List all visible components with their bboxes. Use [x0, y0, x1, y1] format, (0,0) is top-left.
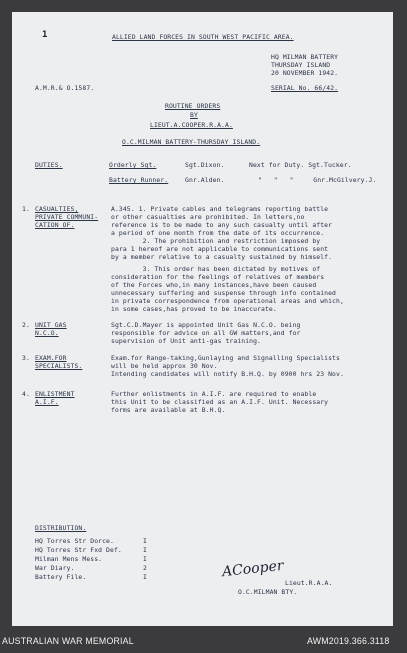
section-text-3-line: will be held approx 30 Nov. — [111, 362, 218, 370]
duty-role-1: Orderly Sgt. — [109, 161, 157, 169]
duty-person-2: Gnr.Alden. — [185, 176, 225, 184]
serial-number: SERIAL No. 66/42. — [271, 84, 339, 92]
unit-line-1: HQ MILMAN BATTERY — [271, 53, 339, 61]
duty-next-2: " " " Gnr.McGilvery.J. — [258, 176, 377, 184]
orders-title: ROUTINE ORDERS — [165, 102, 221, 110]
section-heading-1c: CATION OF. — [35, 221, 75, 229]
section-heading-4b: A.I.F. — [35, 398, 59, 406]
distribution-row: Battery File. — [35, 573, 87, 581]
section-text-1-line: 2. The prohibition and restriction imposed by — [111, 237, 321, 245]
section-heading-3a: EXAM.FOR — [35, 354, 67, 362]
section-text-1-line: reference is to be made to any such casualty until after — [111, 221, 333, 229]
document-heading: ALLIED LAND FORCES IN SOUTH WEST PACIFIC AREA. — [112, 33, 294, 41]
reference-number: A.M.R.& O.1587. — [35, 84, 95, 92]
section-number-2: 2. — [22, 321, 30, 329]
section-heading-1a: CASUALTIES, — [35, 205, 79, 213]
footer-institution: AUSTRALIAN WAR MEMORIAL — [2, 636, 134, 646]
section-text-1-line: A.345. 1. Private cables and telegrams reporting battle — [111, 205, 329, 213]
section-text-2-line: supervision of Unit anti-gas training. — [111, 337, 262, 345]
section-heading-1b: PRIVATE COMMUNI- — [35, 213, 99, 221]
footer-accession-number: AWM2019.366.3118 — [307, 636, 390, 646]
handwritten-mark: 1 — [42, 30, 48, 40]
section-heading-4a: ENLISTMENT — [35, 390, 75, 398]
commander-name: LIEUT.A.COOPER.R.A.A. — [150, 121, 233, 129]
distribution-row: HQ Torres Str Fxd Def. — [35, 546, 122, 554]
distribution-row: Milman Mens Mess. — [35, 555, 103, 563]
section-text-1-line: or other casualties are prohibited. In letters,no — [111, 213, 305, 221]
section-text-1-line: of the Forces who,in many instances,have been caused — [111, 281, 317, 289]
section-text-1-line: consideration for the feelings of relatives of members — [111, 273, 325, 281]
duty-person-1: Sgt.Dixon. — [185, 161, 225, 169]
section-text-1-line: 3. This order has been dictated by motives of — [111, 265, 321, 273]
section-number-1: 1. — [22, 205, 30, 213]
section-text-1-line: para 1 hereof are not applicable to communications sent — [111, 245, 329, 253]
distribution-label: DISTRIBUTION. — [35, 524, 87, 532]
section-text-3-line: Exam.for Range-taking,Gunlaying and Signalling Specialists — [111, 354, 340, 362]
section-text-1-line: in some cases,has proved to be inaccurate. — [111, 305, 277, 313]
section-text-2-line: responsible for advice on all GW matters,and for — [111, 329, 301, 337]
section-text-4-line: forms are available at B.H.Q. — [111, 406, 226, 414]
signatory-title: O.C.MILMAN BTY. — [238, 588, 298, 596]
unit-line-2: THURSDAY ISLAND — [271, 61, 331, 69]
section-heading-2a: UNIT GAS — [35, 321, 67, 329]
section-text-2-line: Sgt.C.D.Mayer is appointed Unit Gas N.C.O. being — [111, 321, 301, 329]
section-text-4-line: Further enlistments in A.I.F. are required to enable — [111, 390, 317, 398]
section-text-1-line: by a member relative to a casualty sustained by himself. — [111, 253, 333, 261]
section-text-3-line: Intending candidates will notify B.H.Q. by 0900 hrs 23 Nov. — [111, 370, 344, 378]
orders-by: BY — [190, 111, 198, 119]
section-text-4-line: this Unit to be classified as an A.I.F. Unit. Necessary — [111, 398, 329, 406]
distribution-count: I — [143, 537, 147, 545]
section-text-1-line: a period of one month from the date of its occurrence. — [111, 229, 325, 237]
commander-title: O.C.MILMAN BATTERY-THURSDAY ISLAND. — [122, 138, 261, 146]
section-number-4: 4. — [22, 390, 30, 398]
distribution-row: War Diary. — [35, 564, 75, 572]
signatory-rank: Lieut.R.A.A. — [285, 579, 333, 587]
distribution-count: 2 — [143, 564, 147, 572]
distribution-count: I — [143, 546, 147, 554]
date-line: 20 NOVEMBER 1942. — [271, 69, 339, 77]
duty-role-2: Battery Runner. — [109, 176, 169, 184]
section-text-1-line: in private correspondence from operational areas and which, — [111, 297, 344, 305]
section-number-3: 3. — [22, 354, 30, 362]
distribution-count: I — [143, 555, 147, 563]
duties-label: DUTIES. — [35, 161, 63, 169]
distribution-row: HQ Torres Str Dorce. — [35, 537, 114, 545]
section-text-1-line: unnecessary suffering and suspense through info contained — [111, 289, 337, 297]
distribution-count: I — [143, 573, 147, 581]
section-heading-2b: N.C.O. — [35, 329, 59, 337]
signature: ACooper — [221, 557, 285, 581]
section-heading-3b: SPECIALISTS. — [35, 362, 83, 370]
duty-next-1: Next for Duty. Sgt.Tucker. — [249, 161, 352, 169]
